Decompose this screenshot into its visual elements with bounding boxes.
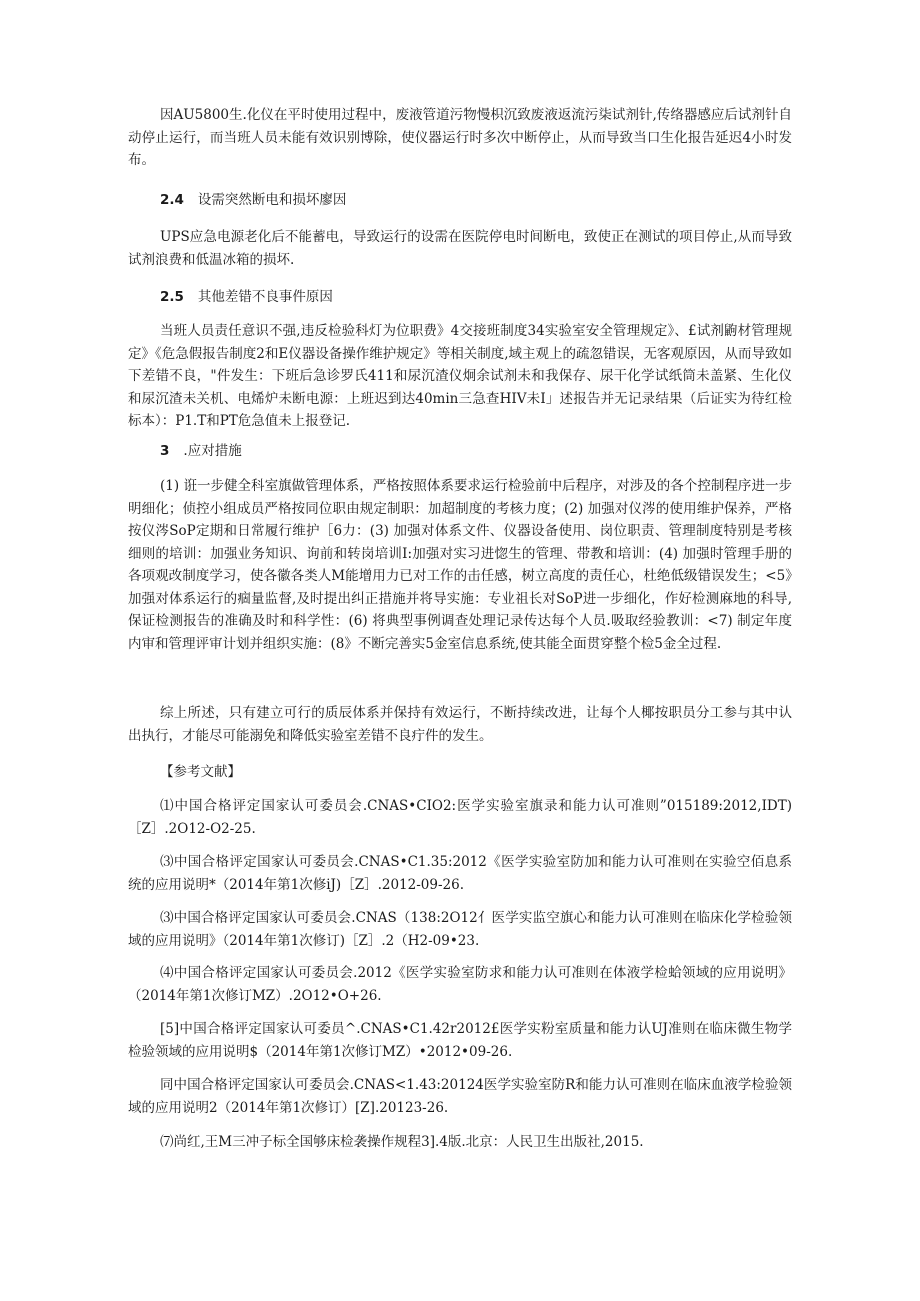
section-title: 其他差错不良事件原因 [197, 289, 333, 305]
section-2-4-paragraph: UPS应急电源老化后不能蓄电，导致运行的设需在医院停电时间断电，致使正在测试的项目停止,从而导致试剂浪费和低温冰箱的损坏. [128, 229, 792, 268]
section-2-4-heading [160, 190, 346, 210]
section-3-heading [160, 441, 242, 461]
section-number: 2.5 [160, 289, 184, 305]
reference-item: ⑶中国合格评定国家认可委员会.CNAS•C1.35:2012《医学实验室防加和能力认可准则在实验空佰息系统的应用说明*（2014年第1次修iJ)［Z］.2012-09-26. [128, 854, 792, 893]
section-3-paragraph: (1) 诳一步健全科室旗做管理体系，严格按照体系要求运行检验前中后程序，对涉及的各个控制程序进一步明细化；侦控小组成员严格按同位职由规定制职：加超制度的考核力度；(2) 加强对仪涔的使用维护保养，严格按仪涔SoP定期和日常履行维护［6力：(3) 加强对体系文件、仪器设备使用、岗位职责、管理制度特别是考核细则的培训：加强业务知识、询前和转岗培训I:加强对实习进惚生的管理、带教和培训：(4) 加强时管理手册的各项观改制度学习，使各徽各类人M能增用力已对工作的击任感，树立高度的责任心，杜绝低级错误发生；<5》加强对体系运行的痼量监督,及时提出纠正措施并将导实施：专业祖长对SoP进一步细化，作好检测麻地的科导,保证检测报告的准确及时和科学性：(6) 将典型事例调查处理记录传达每个人员.吸取经验教训：<7) 制定年度内审和管理评审计划并组织实施：(8》不断完善实5金室信息系统,使其能全面贯穿整个检5金全过程. [128, 478, 792, 652]
conclusion-paragraph: 综上所述，只有建立可行的质辰体系并保持有效运行，不断持续改进，让每个人椰按职员分工参与其中认出执行，才能尽可能溺免和降低实验室差错不良疔件的发生。 [128, 705, 792, 744]
reference-item: ⑺尚红,王M三冲子标全国够床检袭操作规程3].4版.北京：人民卫生出版社,2015. [160, 1134, 644, 1150]
section-number: 3 [160, 443, 170, 459]
section-title: 设需突然断电和损坏廖因 [197, 192, 347, 208]
section-2-5-paragraph: 当班人员责任意识不强,违反检验科灯为位职费》4交接班制度34实验室安全管理规定》、£试剂鼩材管理规定》《危急假报告制度2和E仪器设备操作维护规定》等相关制度,域主观上的疏忽错误，无客观原因，从而导致如下差错不良，"件发生：下班后急诊罗氏411和尿沉渣仪炯余试剂未和我保存、尿干化学试纸筒未盖紧、生化仪和尿沉渣未关机、电烯炉未断电源：上班迟到达40min三急查HIV未I」述报告并无记录结果（后证实为待红检标本）：P1.T和PT危急值未上报登记. [128, 323, 792, 429]
reference-item: ⑴中国合格评定国家认可委员会.CNAS•CIO2:医学实验室旗录和能力认可准则”015189:2012,IDT)［Z］.2O12-O2-25. [128, 798, 792, 837]
reference-item: ⑷中国合格评定国家认可委员会.2012《医学实验室防求和能力认可准则在体液学检蛤领域的应用说明》（2014年第1次修订MZ）.2O12•O+26. [128, 965, 792, 1004]
section-number: 2.4 [160, 192, 184, 208]
reference-item: 同中国合格评定国家认可委员会.CNAS<1.43:20124医学实验室防R和能力认可准则在临床血液学检验领域的应用说明2（2014年第1次修订）[Z].20123-26. [128, 1077, 792, 1116]
intro-paragraph: 因AU5800生.化仪在平时使用过程中，废液管道污物慢枳沉致废液返流污柒试剂针,传络器感应后试剂针自动停止运行，而当班人员未能有效识别博除，使仪器运行时多次中断停止，从而导致当口生化报告延迟4小时发布。 [128, 107, 792, 168]
reference-item: ⑶中国合格评定国家认可委员会.CNAS（138:2O12亻医学实监空旗心和能力认可准则在临床化学检验领域的应用说明》（2014年第1次修订)［Z］.2（H2-09•23. [128, 910, 792, 949]
section-2-5-heading [160, 287, 333, 307]
reference-item: [5]中国合格评定国家认可委员^.CNAS•C1.42r2012£医学实粉室质量和能力认UJ准则在临床微生物学检验领域的应用说明$（2014年第1次修订MZ）•2012•09-26. [128, 1021, 792, 1060]
section-title: .应对措施 [183, 443, 242, 459]
references-heading: 【参考文献】 [160, 764, 241, 780]
